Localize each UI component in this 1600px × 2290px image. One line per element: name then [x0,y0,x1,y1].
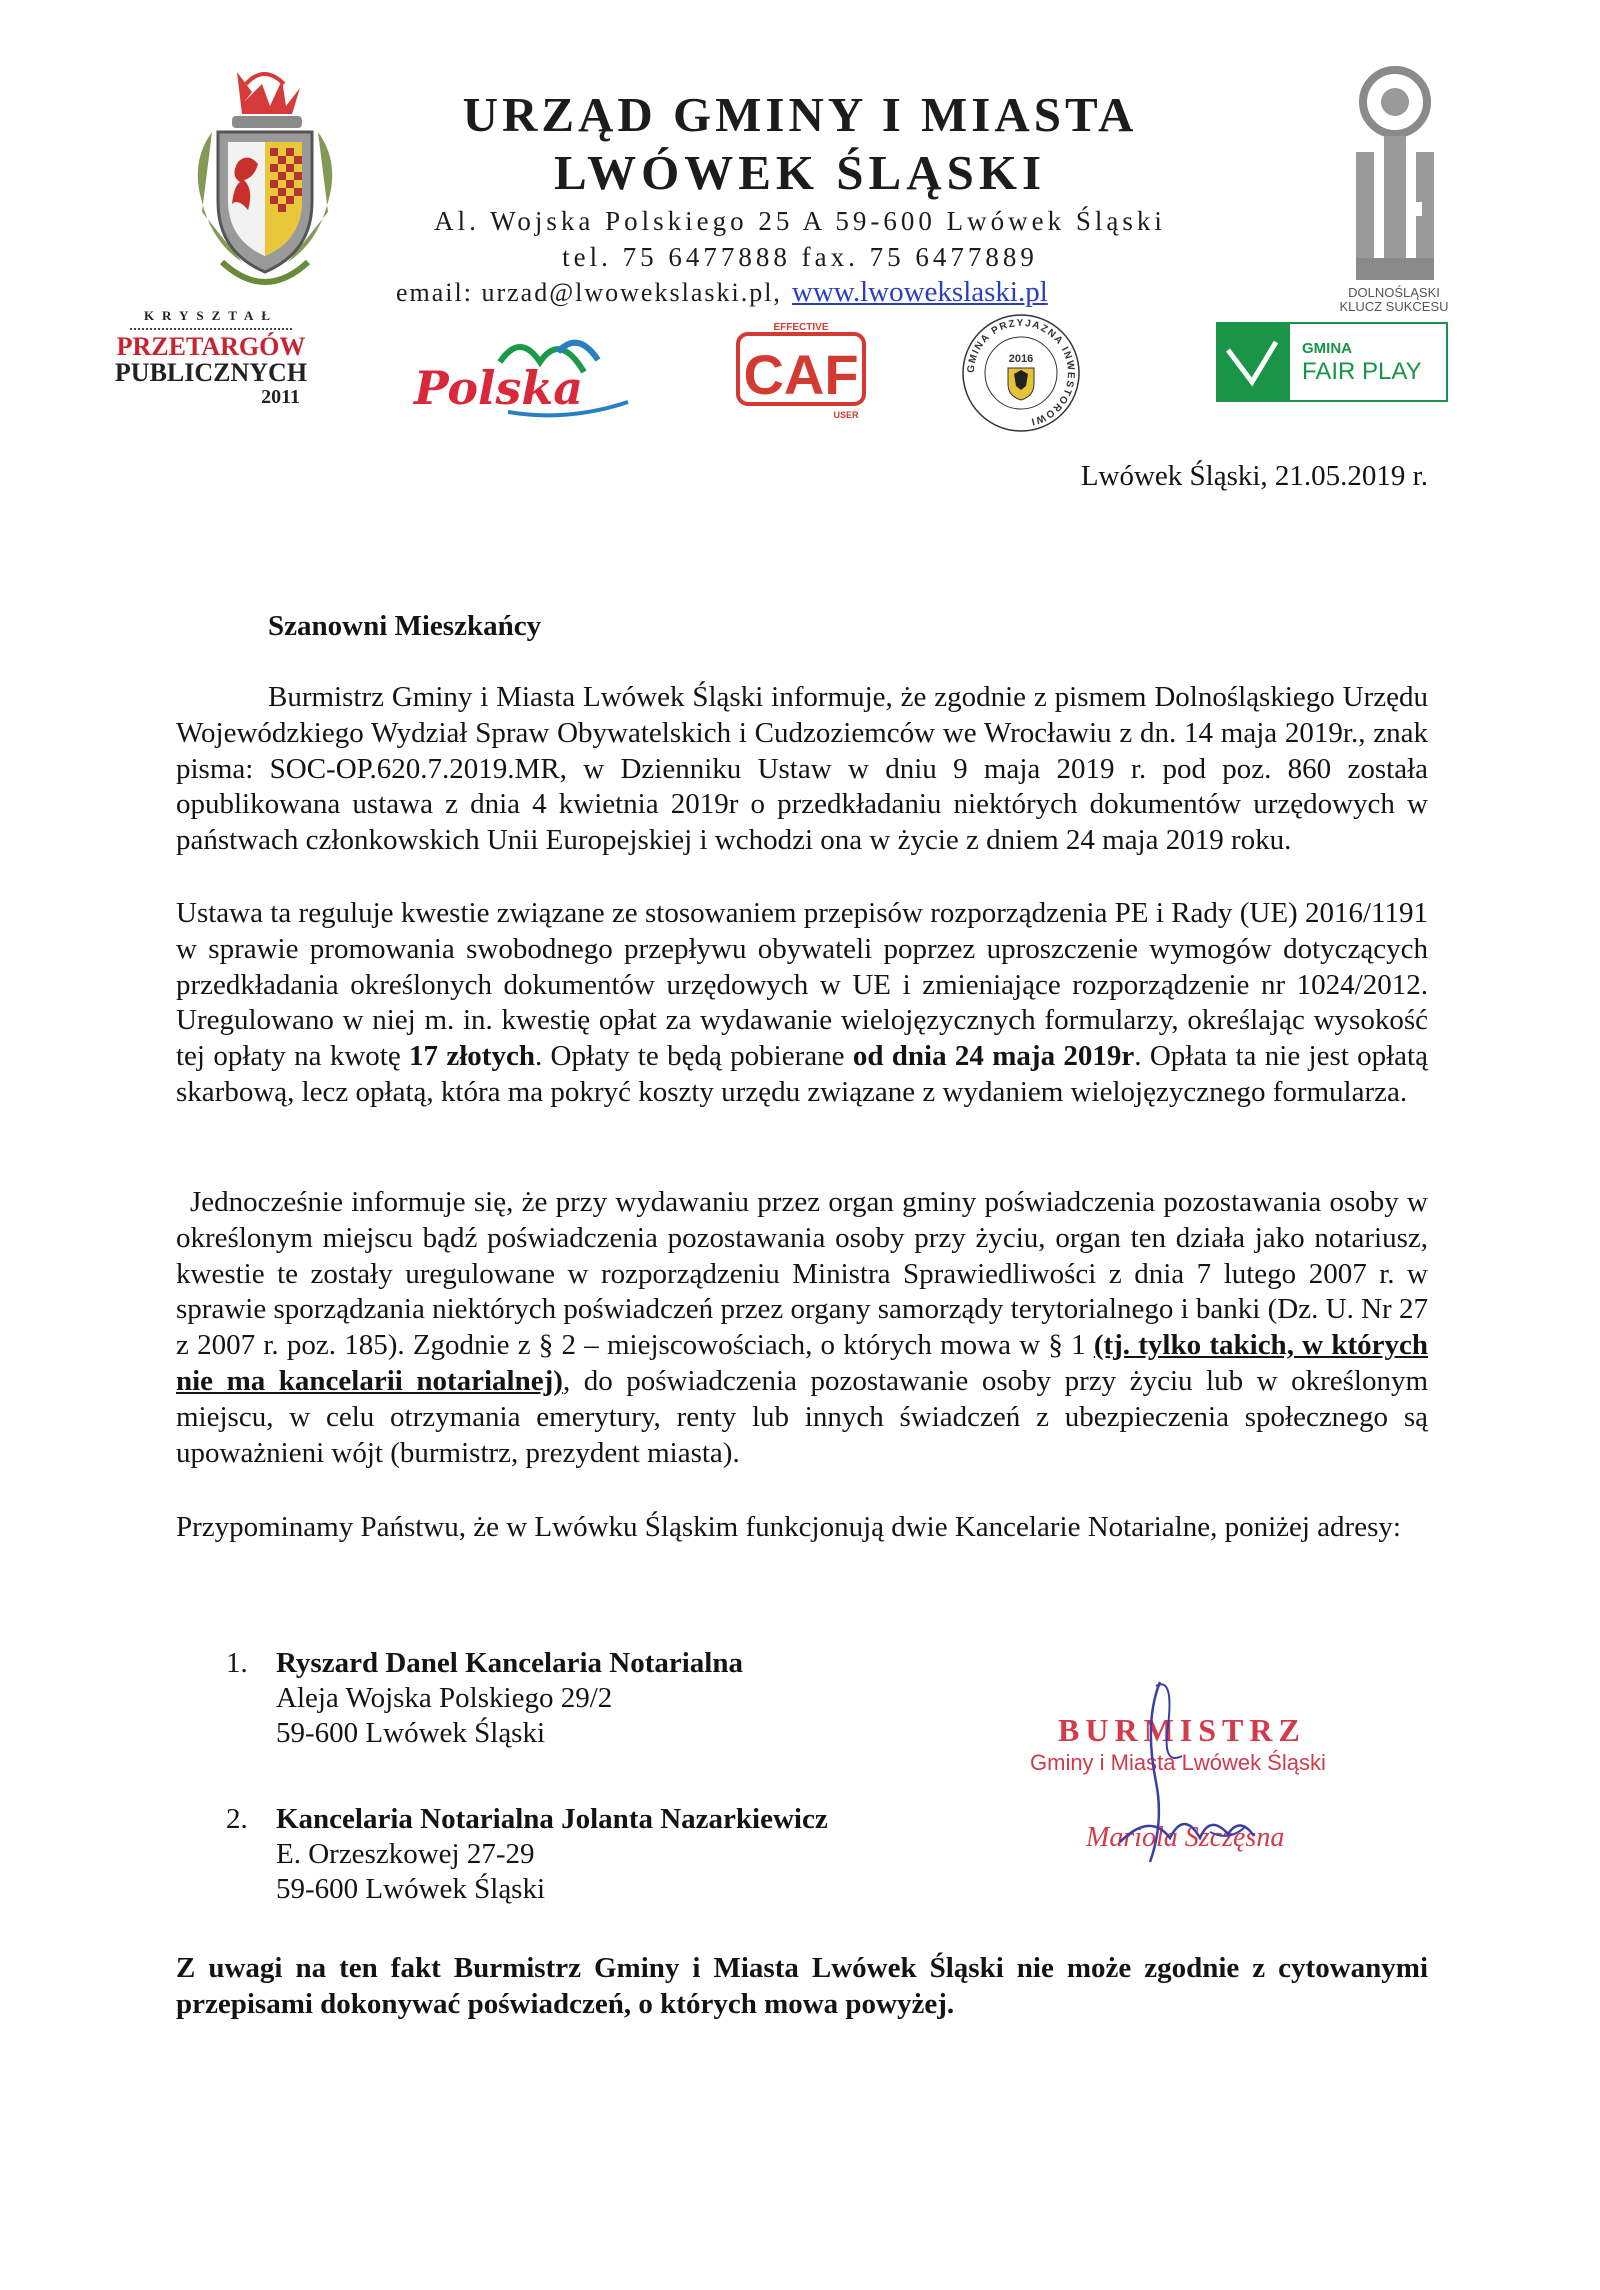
letter-greeting: Szanowni Mieszkańcy [268,610,542,642]
fee-amount: 17 złotych [409,1040,535,1073]
krysztal-przetargow-badge [112,308,310,408]
paragraph-3-text-a: Jednocześnie informuje się, że przy wydawaniu przez organ gminy poświadczenia pozostawania osoby w określonym miejscu bądź poświadczenia pozostawania osoby przy życiu, organ ten działa jako notariusz, kwestie te zostały uregulowane w rozporządzeniu Ministra Sprawiedliwości z dnia 7 lutego 2007 r. w sprawie sporządzania niektórych poświadczeń przez organy samorządy terytorialnego i banki (Dz. U. Nr 27 z 2007 r. poz. 185). Zgodnie z § 2 – miejscowościach, o których mowa w § 1 [176,1186,1428,1362]
caf-main-text: CAF [743,343,859,406]
seal-text: GMINA PRZYJAZNA INWESTOROWI [965,317,1077,428]
polska-logo-icon [408,322,636,422]
office-title-line1: URZĄD GMINY I MIASTA [462,87,1138,142]
office-address: Al. Wojska Polskiego 25 A 59-600 Lwówek Śląski [434,206,1166,236]
office-city: 59-600 Lwówek Śląski [276,1717,546,1749]
office-phone: tel. 75 6477888 fax. 75 6477889 [562,242,1038,272]
office-street: E. Orzeszkowej 27-29 [276,1838,535,1870]
caf-bottom-text: USER [833,410,859,420]
letter-date: Lwówek Śląski, 21.05.2019 r. [1080,460,1428,492]
office-name: Kancelaria Notarialna Jolanta Nazarkiewicz [276,1803,828,1835]
krysztal-line2: PUBLICZNYCH [114,358,308,387]
dolnoslaski-line1: DOLNOŚLĄSKI [1348,285,1440,300]
office-website-link[interactable]: www.lwowekslaski.pl [791,276,1048,308]
fair-play-gmina: GMINA [1302,340,1352,357]
office-street: Aleja Wojska Polskiego 29/2 [276,1682,613,1714]
polska-text: Polska [414,361,584,415]
paragraph-3 [176,1185,1428,1471]
stamp-title: BURMISTRZ [1058,1712,1306,1748]
effective-date: od dnia 24 maja 2019r [852,1040,1135,1073]
paragraph-2-text-c: . Opłata ta nie jest opłatą skarbową, lecz opłatą, która ma pokryć koszty urzędu związane z wydaniem wielojęzycznego formularza. [176,1040,1428,1108]
klucz-sukcesu-logo-icon [1340,62,1450,302]
krysztal-line1: PRZETARGÓW [116,332,306,361]
paragraph-2 [176,896,1428,1111]
seal-year: 2016 [1008,353,1034,365]
closing-statement: Z uwagi na ten fakt Burmistrz Gminy i Miasta Lwówek Śląski nie może zgodnie z cytowanymi przepisami dokonywać poświadczeń, o których mowa powyżej. [176,1952,1428,2020]
gmina-fair-play-logo [1216,322,1448,402]
paragraph-3-underlined: (tj. tylko takich, w których nie ma kancelarii notarialnej) [176,1329,1428,1397]
caf-top-text: EFFECTIVE [773,322,829,333]
coat-of-arms-icon [182,62,348,312]
office-email: email: urzad@lwowekslaski.pl, [396,278,782,307]
office-name: Ryszard Danel Kancelaria Notarialna [276,1647,743,1679]
office-number: 1. [226,1647,248,1679]
paragraph-2-text-b: . Opłaty te będą pobierane [534,1040,853,1073]
stamp-name: Mariola Szczęsna [1086,1822,1285,1853]
klucz-sukcesu-label [1308,286,1480,314]
checkmark-icon [1224,336,1280,390]
paragraph-2-text-a: Ustawa ta reguluje kwestie związane ze stosowaniem przepisów rozporządzenia PE i Rady (UE) 2016/1191 w sprawie promowania swobodnego przepływu obywateli poprzez uproszczenie wymogów dotyczących przedkładania określonych dokumentów urzędowych w UE i zmieniające rozporządzenie nr 1024/2012. Uregulowano w niej m. in. kwestię opłat za wydawanie wielojęzycznych formularzy, określając wysokość tej opłaty na kwotę [176,897,1428,1073]
krysztal-year: 2011 [261,386,300,408]
stamp-subtitle: Gminy i Miasta Lwówek Śląski [1030,1750,1326,1775]
office-number: 2. [226,1803,248,1835]
office-title-line2: LWÓWEK ŚLĄSKI [553,145,1047,200]
gmina-przyjazna-seal-icon [958,310,1084,436]
paragraph-1: Burmistrz Gminy i Miasta Lwówek Śląski informuje, że zgodnie z pismem Dolnośląskiego Urzędu Wojewódzkiego Wydział Spraw Obywatelskich i Cudzoziemców we Wrocławiu z dn. 14 maja 2019r., znak pisma: SOC-OP.620.7.2019.MR, w Dzienniku Ustaw w dniu 9 maja 2019 r. pod poz. 860 została opublikowana ustawa z dnia 4 kwietnia 2019r o przedkładaniu niektórych dokumentów urzędowych w państwach członkowskich Unii Europejskiej i wchodzi ona w życie z dniem 24 maja 2019 roku. [176,681,1428,857]
fair-play-text: FAIR PLAY [1302,358,1422,385]
paragraph-4: Przypominamy Państwu, że w Lwówku Śląskim funkcjonują dwie Kancelarie Notarialne, poniżej adresy: [176,1511,1401,1543]
dolnoslaski-line2: KLUCZ SUKCESU [1339,299,1449,314]
krysztal-label: KRYSZTAŁ [143,308,279,323]
office-city: 59-600 Lwówek Śląski [276,1873,546,1905]
caf-logo-icon [728,316,874,422]
handwritten-signature-icon [1060,1672,1340,1882]
paragraph-3-text-b: , do poświadczenia pozostawanie osoby przy życiu lub w określonym miejscu, w celu otrzymania emerytury, renty lub innych świadczeń z ubezpieczenia społecznego są upoważnieni wójt (burmistrz, prezydent miasta). [176,1364,1429,1469]
office-contact [396,276,1048,309]
